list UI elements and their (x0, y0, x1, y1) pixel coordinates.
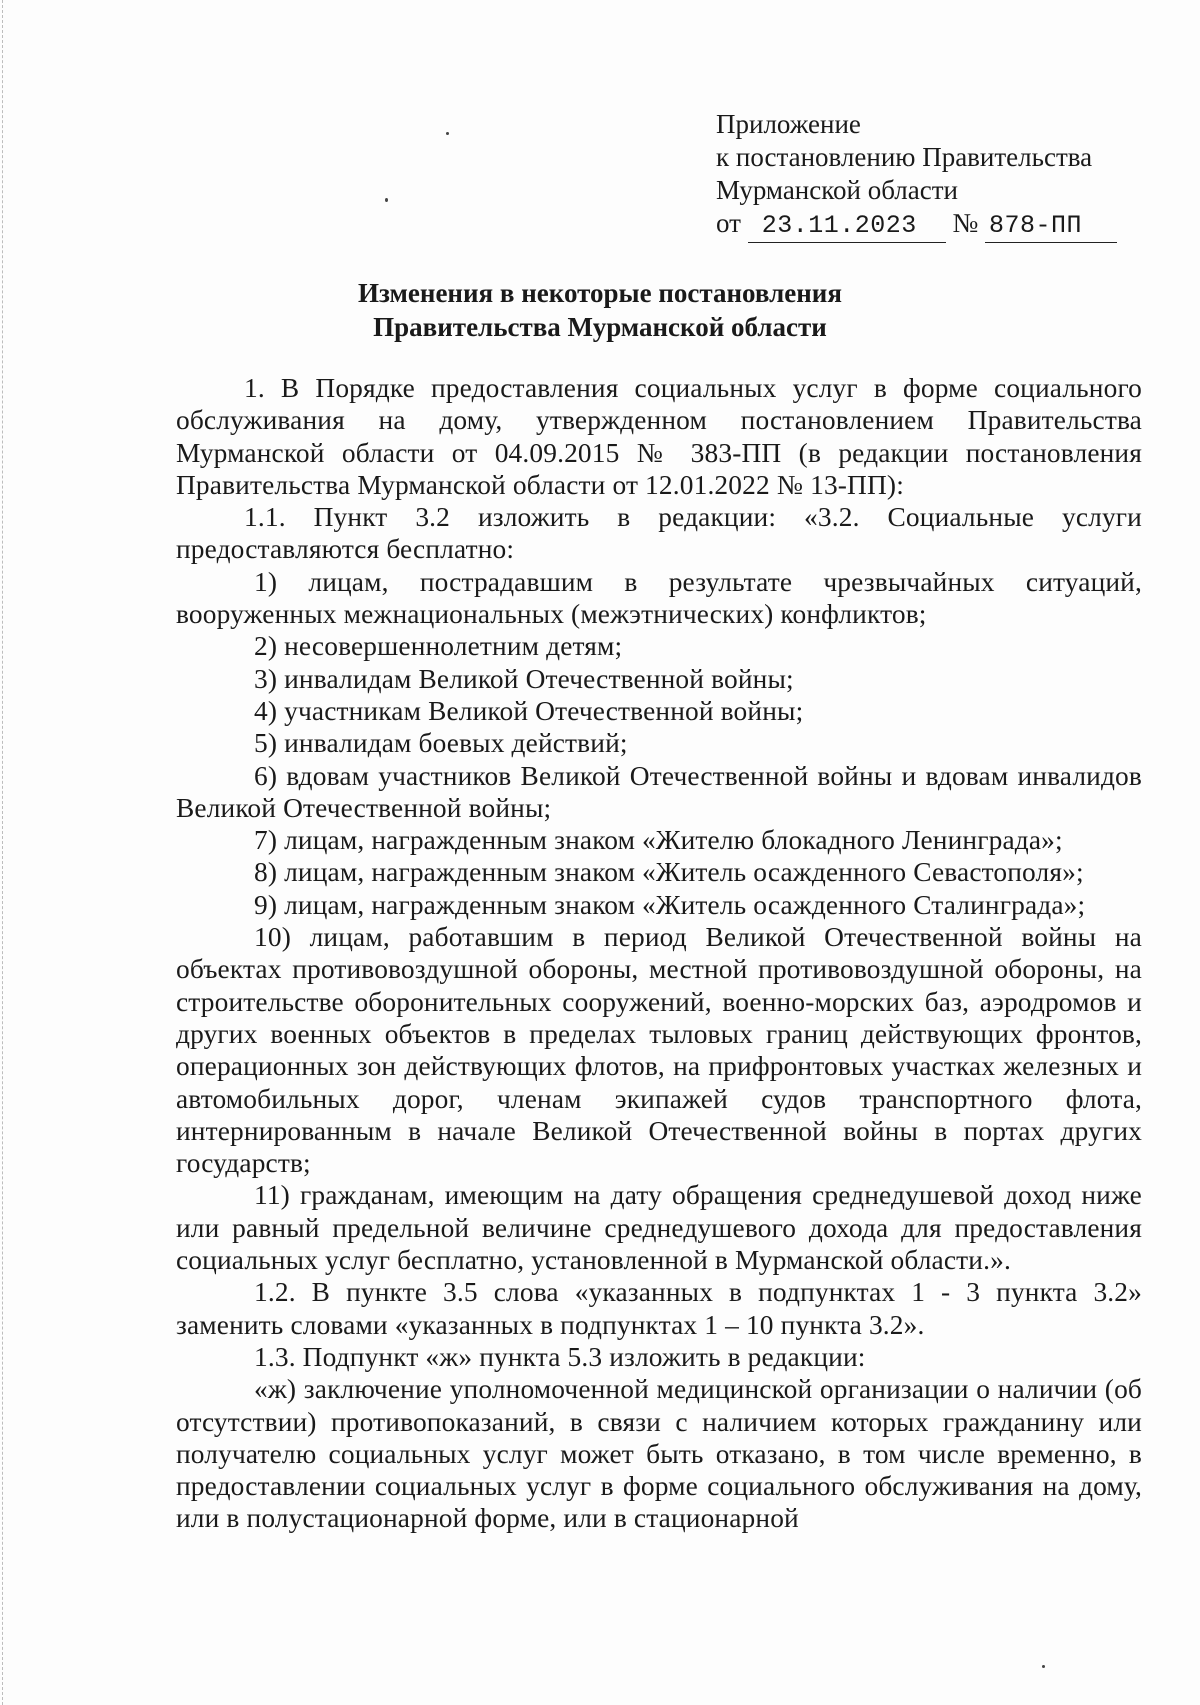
annex-from-label: от (716, 208, 741, 238)
subparagraph-zh: «ж) заключение уполномоченной медицинской организации о наличии (об отсутствии) противопоказаний, в связи с наличием которых гражданину или получателю социальных услуг может быть отказано, в том числе временно, в предоставлении социальных услуг в форме социального обслуживания на дому, или в полустационарной форме, или в стационарной (176, 1374, 1142, 1534)
annex-line-2: к постановлению Правительства (716, 142, 1093, 172)
annex-number-label: № (952, 208, 979, 238)
paragraph-1: 1. В Порядке предоставления социальных услуг в форме социального обслуживания на дому, утвержденном постановлением Правительства Мурманской области от 04.09.2015 № 383-ПП (в редакции постановления Правительства Мурманской области от 12.01.2022 № 13-ПП): (176, 373, 1142, 500)
annex-date-number-line (716, 207, 1156, 243)
list-item-5: 5) инвалидам боевых действий; (254, 728, 628, 759)
list-item-6: 6) вдовам участников Великой Отечественной войны и вдовам инвалидов Великой Отечественной войны; (176, 760, 1142, 823)
scan-speck (385, 198, 388, 202)
list-item-8: 8) лицам, награжденным знаком «Житель осажденного Севастополя»; (254, 857, 1084, 888)
scan-speck (1042, 1665, 1045, 1668)
annex-number: 878-ПП (985, 209, 1117, 243)
list-item-10: 10) лицам, работавшим в период Великой Отечественной войны на объектах противовоздушной обороны, местной противовоздушной обороны, на строительстве оборонительных сооружений, военно-морских баз, аэродромов и других военных объектов в пределах тыловых границ действующих фронтов, операционных зон действующих флотов, на прифронтовых участках железных и автомобильных дорог, членам экипажей судов транспортного флота, интернированным в начале Великой Отечественной войны в портах других государств; (176, 922, 1142, 1179)
list-item-2: 2) несовершеннолетним детям; (254, 631, 623, 662)
annex-line-3: Мурманской области (716, 175, 958, 205)
scan-speck (446, 132, 449, 135)
list-item-4: 4) участникам Великой Отечественной войны; (254, 695, 804, 726)
annex-line-1: Приложение (716, 109, 861, 139)
title-line-1: Изменения в некоторые постановления (358, 278, 842, 308)
list-item-1: 1) лицам, пострадавшим в результате чрезвычайных ситуаций, вооруженных межнациональных (межэтнических) конфликтов; (176, 566, 1142, 630)
annex-header (716, 108, 1156, 243)
document-body (176, 372, 1142, 1535)
list-item-7: 7) лицам, награжденным знаком «Жителю блокадного Ленинграда»; (254, 825, 1063, 856)
document-title (300, 276, 900, 344)
list-item-11: 11) гражданам, имеющим на дату обращения среднедушевой доход ниже или равный предельной величине среднедушевого дохода для предоставления социальных услуг бесплатно, установленной в Мурманской области.». (176, 1180, 1142, 1276)
paragraph-1-3: 1.3. Подпункт «ж» пункта 5.3 изложить в редакции: (254, 1341, 866, 1372)
annex-date: 23.11.2023 (748, 209, 946, 243)
list-item-3: 3) инвалидам Великой Отечественной войны; (254, 663, 794, 694)
list-item-9: 9) лицам, награжденным знаком «Житель осажденного Сталинграда»; (254, 889, 1086, 920)
title-line-2: Правительства Мурманской области (373, 312, 827, 342)
scan-edge-marks (2, 0, 6, 1705)
paragraph-1-1: 1.1. Пункт 3.2 изложить в редакции: «3.2. Социальные услуги предоставляются бесплатно: (176, 502, 1142, 565)
paragraph-1-2: 1.2. В пункте 3.5 слова «указанных в подпунктах 1 - 3 пункта 3.2» заменить словами «указанных в подпунктах 1 – 10 пункта 3.2». (176, 1277, 1142, 1340)
